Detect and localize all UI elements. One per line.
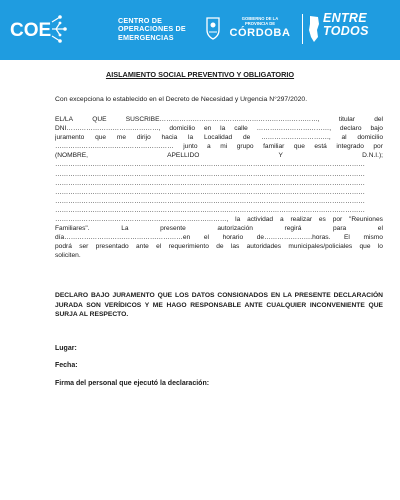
form-word: realizar [290, 216, 313, 224]
form-word: …………………………., [261, 134, 331, 142]
gov-name: CÓRDOBA [229, 27, 291, 39]
form-word: el [156, 243, 162, 251]
date-label: Fecha: [55, 362, 78, 369]
form-word: familiar [263, 143, 285, 151]
document-title: AISLAMIENTO SOCIAL PREVENTIVO Y OBLIGATORIO [105, 70, 295, 79]
form-word: lo [377, 243, 383, 251]
form-word: calle [234, 125, 248, 133]
form-word: integrado [336, 143, 364, 151]
coe-org-name [118, 17, 186, 42]
form-word: la [220, 125, 226, 133]
form-word: Familiares". [55, 225, 90, 233]
coe-logo-text: COE [10, 20, 52, 41]
gov-line-1: GOBIERNO DE LA [241, 16, 279, 21]
form-word: autoridades [246, 243, 282, 251]
form-word: al [341, 134, 347, 142]
form-word: EL/LA [55, 116, 73, 123]
form-word: del [374, 116, 383, 123]
signature-label: Firma del personal que ejecutó la declaración: [55, 380, 210, 387]
form-word: a [279, 216, 284, 224]
form-word: municipales/policiales [288, 243, 353, 251]
form-word: presentado [95, 243, 129, 251]
form-word: que [95, 134, 107, 142]
form-word: dirijo [136, 134, 151, 142]
form-line [55, 133, 383, 142]
form-line [55, 215, 383, 224]
form-word: que [359, 243, 371, 251]
form-line [55, 115, 383, 124]
form-word: autorización [217, 225, 253, 233]
form-word: grupo [236, 143, 254, 151]
form-line: soliciten. [55, 252, 81, 260]
form-word: ……………………………………………………………………, [55, 216, 229, 224]
form-body [55, 115, 383, 261]
form-word: regirá [284, 225, 302, 233]
form-word: me [116, 134, 127, 142]
form-word: "Reuniones [349, 216, 383, 224]
form-word: podrá [55, 243, 72, 251]
form-word: mi [220, 143, 228, 151]
intro-text: Con excepciona lo establecido en el Decreto de Necesidad y Urgencia N°297/2020. [55, 96, 308, 103]
form-word: QUE [92, 116, 107, 123]
form-line [55, 242, 383, 251]
place-label: Lugar: [55, 345, 77, 352]
form-line [55, 142, 383, 151]
gov-subtitle [222, 16, 298, 26]
form-word: D.N.I.); [362, 152, 383, 160]
header-divider [302, 14, 303, 44]
form-word: que [293, 143, 305, 151]
form-word: en [203, 125, 212, 133]
form-word: el [203, 234, 209, 242]
coe-logo-icon [10, 14, 68, 44]
slogan [323, 12, 369, 38]
form-word: domicilio [169, 125, 196, 133]
header-banner [0, 0, 400, 60]
form-line [55, 233, 383, 242]
form-word: de [242, 134, 251, 142]
gov-line-2: PROVINCIA DE [244, 21, 276, 26]
form-word: domicilio [357, 134, 383, 142]
form-word: ante [135, 243, 149, 251]
form-word: requerimiento [168, 243, 209, 251]
form-word: de………………….horas. [256, 234, 331, 242]
form-word: está [314, 143, 327, 151]
form-word: ……………………………………………… [55, 143, 174, 151]
form-line: …………………………………………………………………………………………………………………………… [55, 197, 365, 205]
form-word: Y [278, 152, 283, 160]
form-line [55, 224, 383, 233]
form-word: por [332, 216, 343, 224]
slogan-line-2: TODOS [323, 24, 369, 38]
form-word: presente [160, 225, 186, 233]
form-word: horario [222, 234, 244, 242]
form-line [55, 151, 383, 160]
form-word: de [216, 243, 224, 251]
form-word: a [207, 143, 211, 151]
province-map-icon [307, 15, 321, 43]
form-word: por [373, 143, 383, 151]
form-word: día………………………………………………en [55, 234, 191, 242]
form-line: …………………………………………………………………………………………………………………………… [55, 161, 365, 169]
form-line: …………………………………………………………………………………………………………………………… [55, 206, 365, 214]
form-word: juramento [55, 134, 85, 142]
org-line-3: EMERGENCIAS [118, 32, 174, 42]
form-word: actividad [247, 216, 274, 224]
form-line: …………………………………………………………………………………………………………………………… [55, 179, 365, 187]
form-word: ser [79, 243, 89, 251]
form-word: el [377, 225, 383, 233]
form-word: para [333, 225, 347, 233]
form-word: declaro [339, 125, 362, 133]
form-word: SUSCRIBE………………………………………………………………, [125, 116, 320, 123]
form-line [55, 124, 383, 133]
sworn-declaration: DECLARO BAJO JURAMENTO QUE LOS DATOS CONSIGNADOS EN LA PRESENTE DECLARACIÓN JURADA SON VERÍDICOS Y ME HAGO RESPONSABLE ANTE CUALQUIER INCONVENIENTE QUE SURJA AL RESPECTO. [55, 292, 383, 318]
form-word: mismo [363, 234, 383, 242]
form-word: Localidad [203, 134, 233, 142]
form-word: titular [338, 116, 355, 123]
form-word: La [121, 225, 129, 233]
form-line: …………………………………………………………………………………………………………………………… [55, 170, 365, 178]
shield-icon [206, 16, 220, 40]
slogan-line-1: ENTRE [323, 11, 367, 25]
form-word: bajo [370, 125, 383, 133]
form-word: (NOMBRE, [55, 152, 88, 160]
form-word: ……………………………, [256, 125, 332, 133]
form-word: DNI……………………………………, [55, 125, 161, 133]
form-word: hacia [161, 134, 178, 142]
org-line-2: OPERACIONES DE [118, 24, 186, 34]
form-word: junto [183, 143, 198, 151]
form-word: es [318, 216, 326, 224]
form-word: la [235, 216, 241, 224]
org-line-1: CENTRO DE [118, 16, 163, 25]
form-word: la [188, 134, 194, 142]
form-word: El [344, 234, 350, 242]
form-word: APELLIDO [167, 152, 200, 160]
form-word: las [230, 243, 240, 251]
form-line: …………………………………………………………………………………………………………………………… [55, 188, 365, 196]
